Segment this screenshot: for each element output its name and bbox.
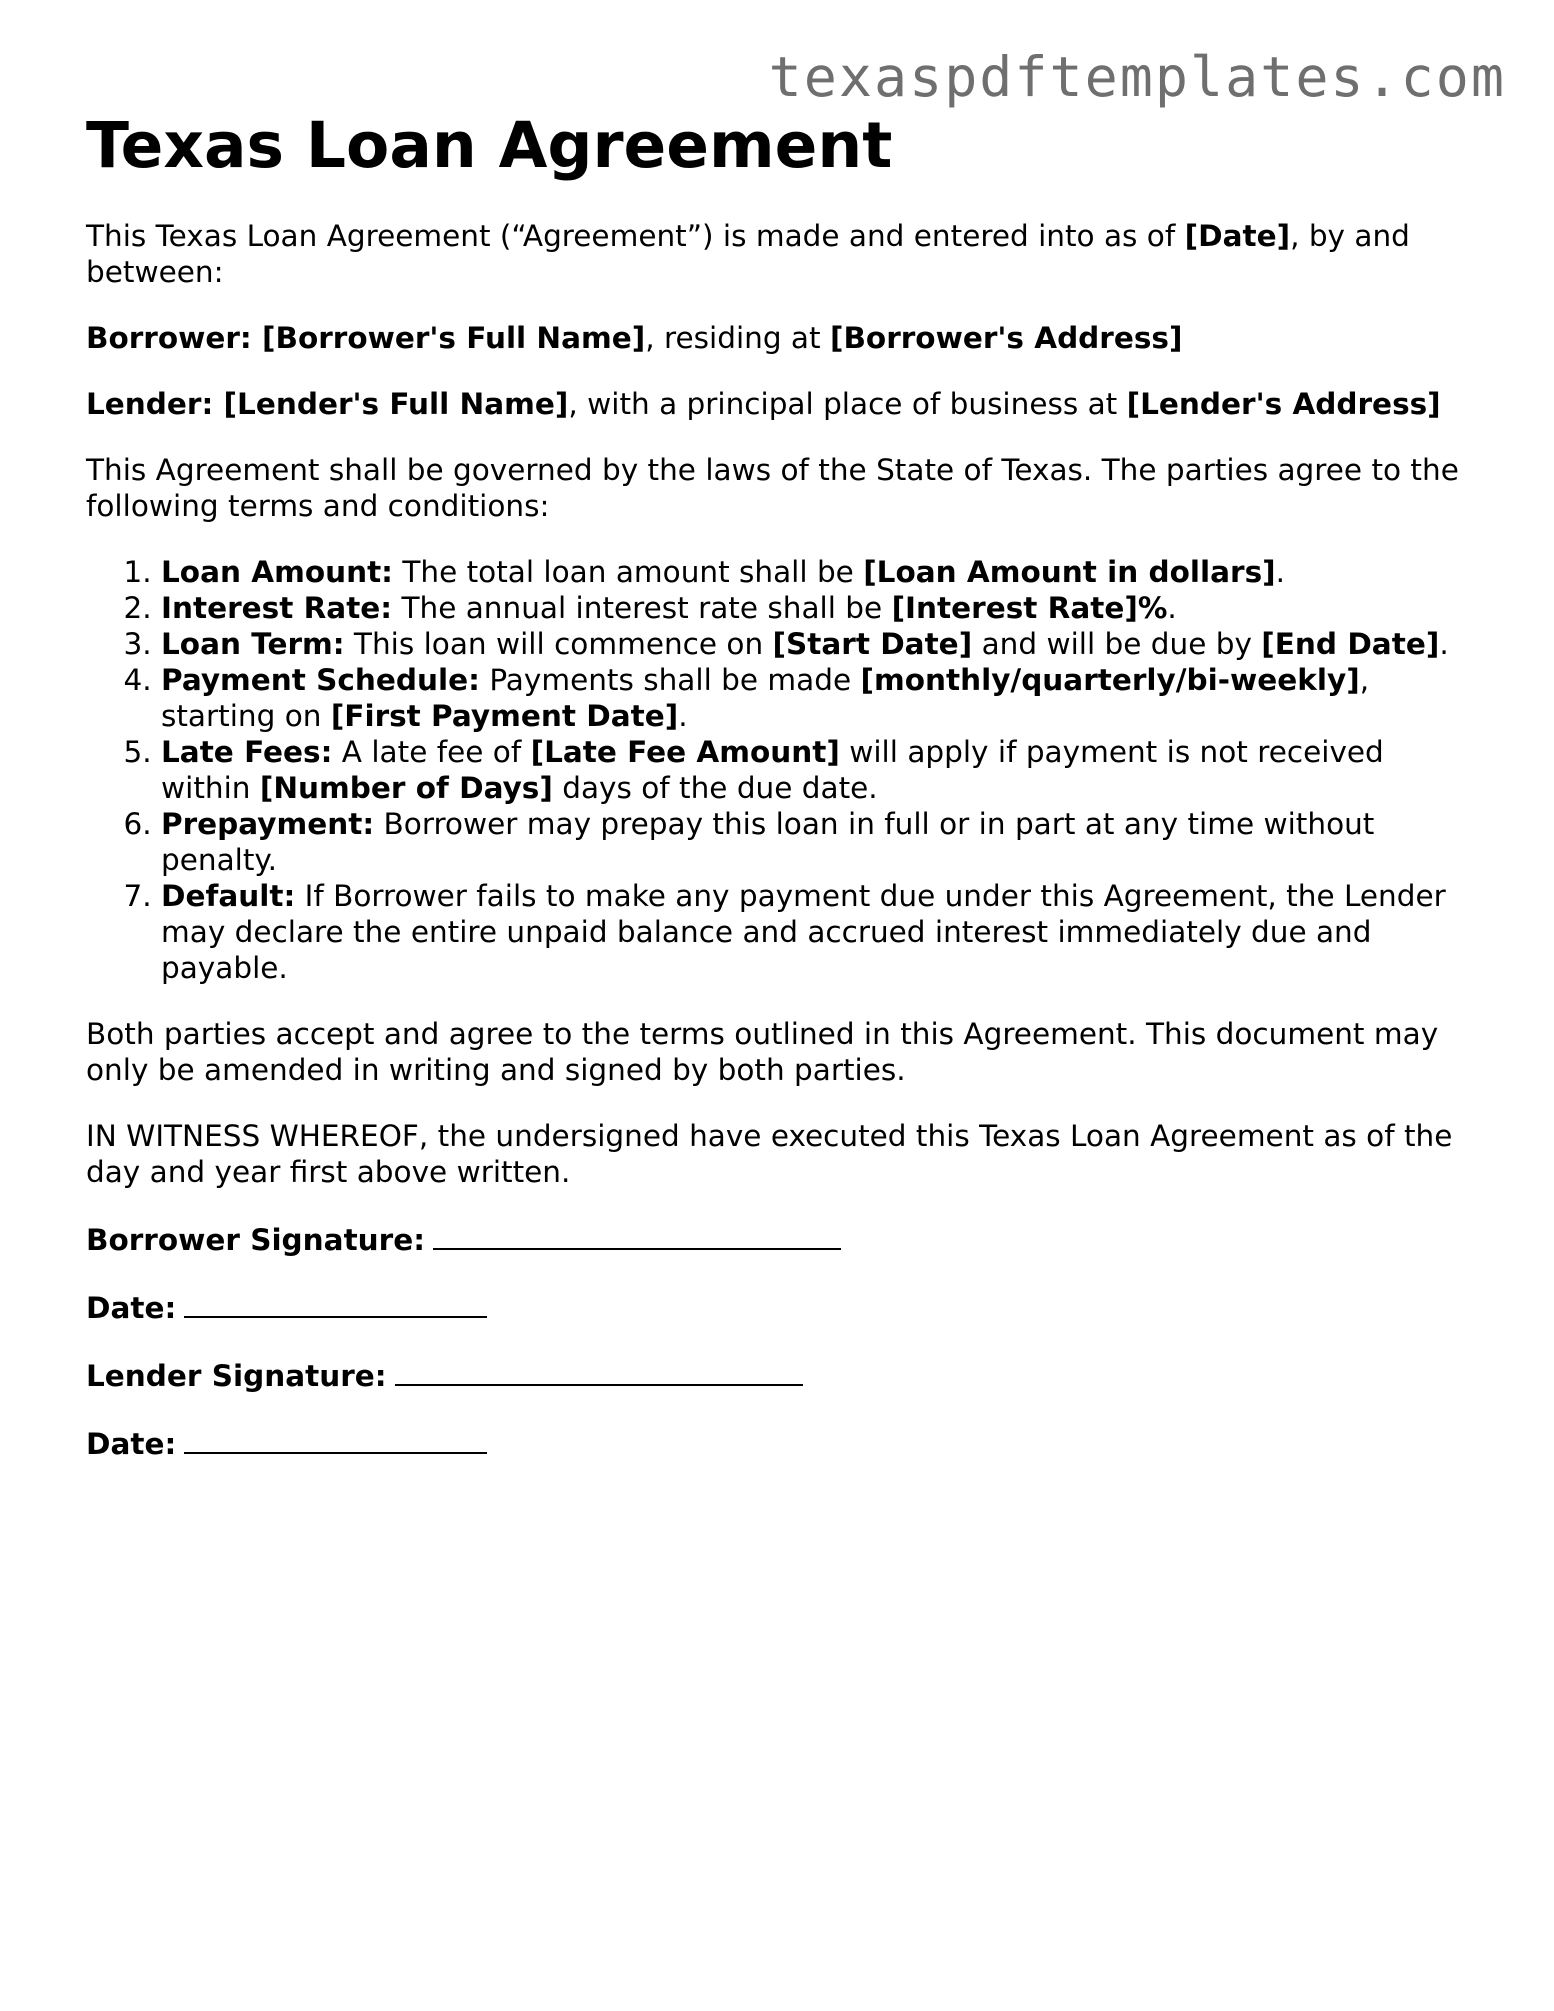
term-text: A late fee of [332, 735, 531, 770]
term-heading: Prepayment: [161, 807, 375, 842]
borrower-signature-blank[interactable] [433, 1220, 841, 1250]
lender-signature-blank[interactable] [395, 1356, 803, 1386]
term-placeholder: [End Date] [1261, 627, 1440, 662]
term-item [161, 662, 1466, 734]
borrower-date-blank[interactable] [184, 1288, 487, 1318]
borrower-address-placeholder: [Borrower's Address] [829, 321, 1183, 356]
term-text: and will be due by [972, 627, 1262, 662]
borrower-name-label: Borrower: [Borrower's Full Name] [86, 321, 646, 356]
term-item [161, 878, 1466, 986]
term-text: Payments shall be made [479, 663, 861, 698]
lender-date-label: Date: [86, 1427, 177, 1462]
term-item [161, 806, 1466, 878]
term-placeholder: [Late Fee Amount] [530, 735, 840, 770]
term-placeholder: [Number of Days] [259, 771, 553, 806]
term-heading: Default: [161, 879, 296, 914]
witness-paragraph: IN WITNESS WHEREOF, the undersigned have executed this Texas Loan Agreement as of the day and year first above written. [86, 1119, 1453, 1190]
term-text: Borrower may prepay this loan in full or in part at any time without penalty. [161, 807, 1375, 878]
term-text: This loan will commence on [344, 627, 773, 662]
term-item [161, 626, 1466, 662]
closing-paragraph: Both parties accept and agree to the terms outlined in this Agreement. This document may only be amended in writing and signed by both parties. [86, 1017, 1439, 1088]
lender-party [86, 386, 1466, 422]
term-text: . [1167, 591, 1177, 626]
term-text: The annual interest rate shall be [392, 591, 892, 626]
lender-name-label: Lender: [Lender's Full Name] [86, 387, 569, 422]
term-text: . [1439, 627, 1449, 662]
document-page [86, 110, 1466, 1462]
intro-text-after: , by and between: [86, 219, 1410, 290]
term-heading: Late Fees: [161, 735, 333, 770]
borrower-middle-text: , residing at [645, 321, 830, 356]
borrower-signature-line [86, 1220, 1466, 1258]
term-text: . [678, 699, 688, 734]
term-placeholder: [First Payment Date] [330, 699, 679, 734]
lender-signature-label: Lender Signature: [86, 1359, 387, 1394]
borrower-signature-label: Borrower Signature: [86, 1223, 426, 1258]
lender-date-line [86, 1424, 1466, 1462]
term-item [161, 554, 1466, 590]
watermark: texaspdftemplates.com [768, 45, 1506, 109]
lender-signature-line [86, 1356, 1466, 1394]
borrower-date-line [86, 1288, 1466, 1326]
lender-date-blank[interactable] [184, 1424, 487, 1454]
borrower-date-label: Date: [86, 1291, 177, 1326]
intro-text-before: This Texas Loan Agreement (“Agreement”) is made and entered into as of [86, 219, 1185, 254]
term-item [161, 590, 1466, 626]
term-heading: Loan Term: [161, 627, 345, 662]
term-placeholder: [Start Date] [772, 627, 973, 662]
term-text: , starting on [161, 663, 1370, 734]
term-text: . [1275, 555, 1286, 590]
lender-middle-text: , with a principal place of business at [568, 387, 1127, 422]
term-item [161, 734, 1466, 806]
term-text: The total loan amount shall be [392, 555, 864, 590]
borrower-party [86, 320, 1466, 356]
term-text: If Borrower fails to make any payment due under this Agreement, the Lender may declare the entire unpaid balance and accrued interest immediately due and payable. [161, 879, 1446, 986]
term-text: will apply if payment is not received within [161, 735, 1384, 806]
term-text: days of the due date. [552, 771, 878, 806]
document-body [86, 218, 1466, 1462]
intro-paragraph [86, 218, 1466, 290]
lender-address-placeholder: [Lender's Address] [1126, 387, 1441, 422]
term-placeholder: [monthly/quarterly/bi-weekly] [860, 663, 1360, 698]
governing-law-paragraph: This Agreement shall be governed by the laws of the State of Texas. The parties agree to the following terms and conditions: [86, 453, 1459, 524]
term-heading: Interest Rate: [161, 591, 393, 626]
term-heading: Loan Amount: [161, 555, 393, 590]
agreement-date-placeholder: [Date] [1184, 219, 1291, 254]
term-placeholder: [Interest Rate]% [891, 591, 1168, 626]
term-heading: Payment Schedule: [161, 663, 480, 698]
term-placeholder: [Loan Amount in dollars] [863, 555, 1276, 590]
terms-list [86, 554, 1466, 986]
document-title: Texas Loan Agreement [86, 109, 893, 182]
